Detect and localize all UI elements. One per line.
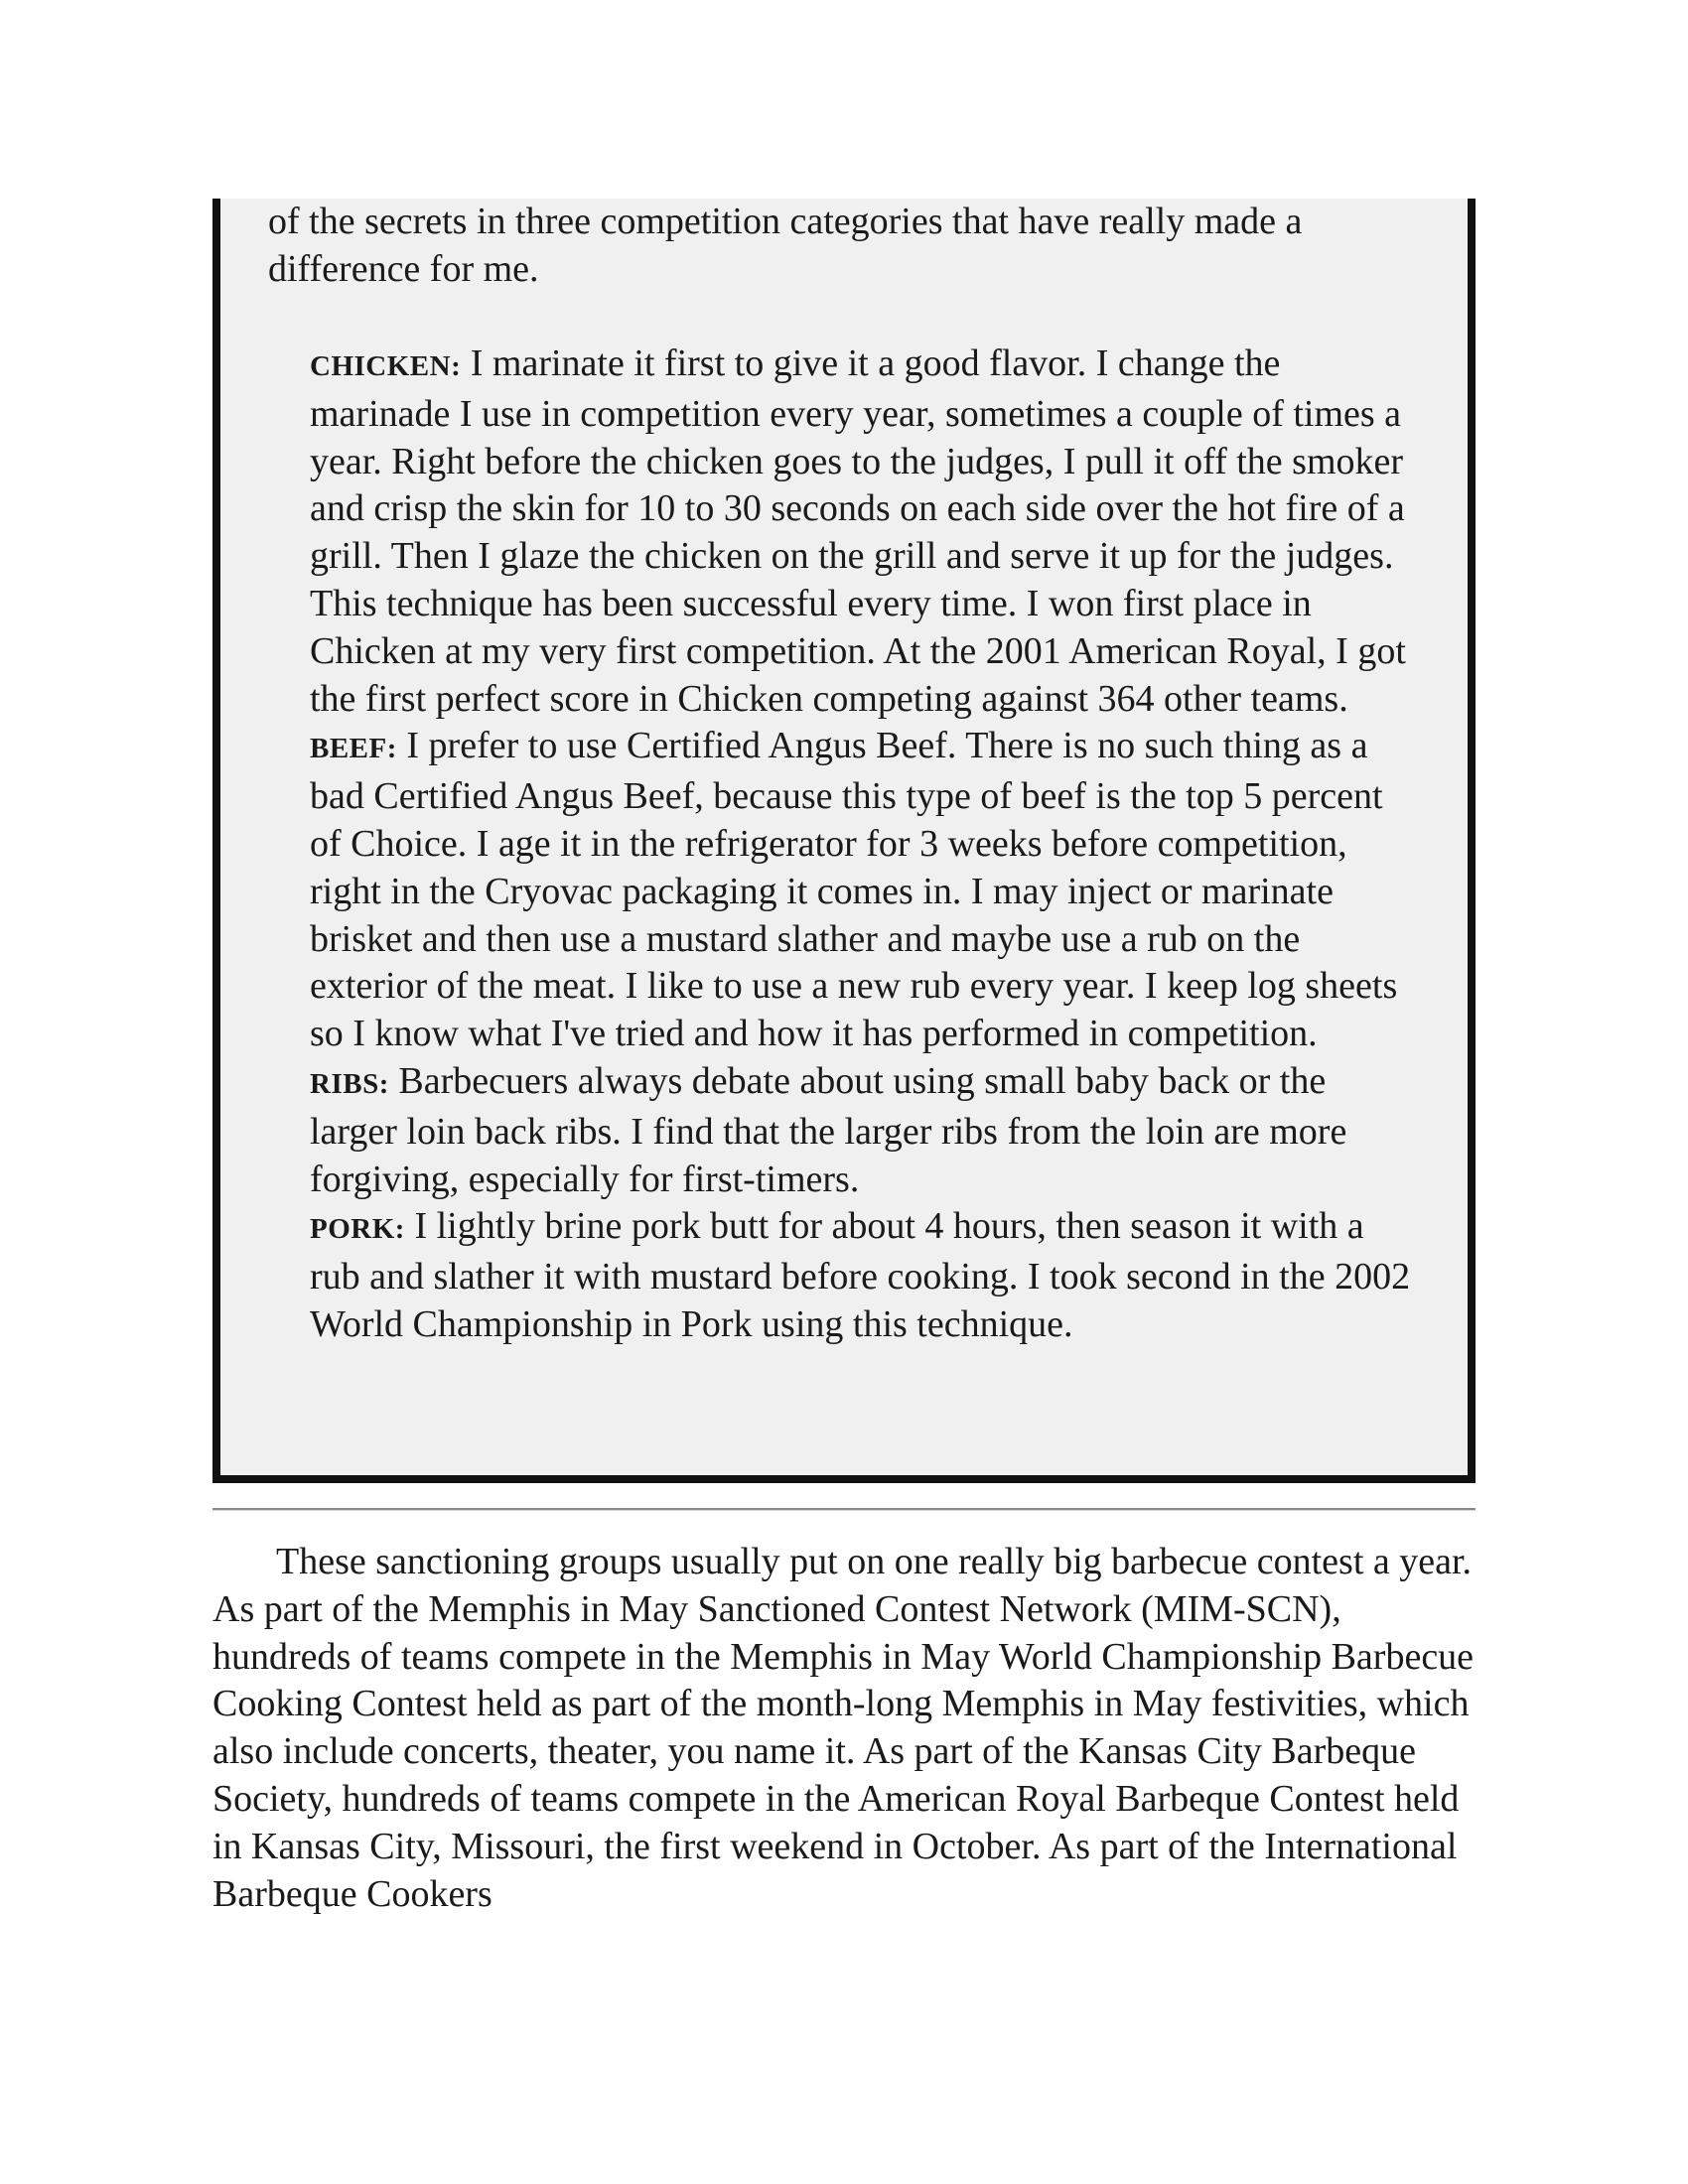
tip-text: I marinate it first to give it a good flavor. I change the marinade I use in competition every year, sometimes a couple of times a year. Right before the chicken goes to the judges, I pull it off the smoker and crisp the skin for 10 to 30 seconds on each side over the hot fire of a grill. Then I glaze the chicken on the grill and serve it up for the judges. This technique has been successful every time. I won first place in Chicken at my very first competition. At the 2001 American Royal, I got the first perfect score in Chicken competing against 364 other teams.: [310, 342, 1406, 720]
tip-chicken: [310, 341, 1412, 723]
tips-list: [310, 341, 1412, 1349]
section-divider: [212, 1508, 1476, 1511]
tip-pork: [310, 1203, 1412, 1348]
sidebar-box: [212, 199, 1476, 1483]
tip-text: Barbecuers always debate about using small baby back or the larger loin back ribs. I find that the larger ribs from the loin are more forgiving, especially for first-timers.: [310, 1059, 1347, 1200]
body-paragraph: These sanctioning groups usually put on one really big barbecue contest a year. As part of the Memphis in May Sanctioned Contest Network (MIM-SCN), hundreds of teams compete in the Memphis in May World Championship Barbecue Cooking Contest held as part of the month-long Memphis in May festivities, which also include concerts, theater, you name it. As part of the Kansas City Barbeque Society, hundreds of teams compete in the American Royal Barbeque Contest held in Kansas City, Missouri, the first weekend in October. As part of the International Barbeque Cookers: [212, 1541, 1475, 1915]
tip-ribs: [310, 1058, 1412, 1203]
tip-beef: [310, 723, 1412, 1058]
tip-label: CHICKEN:: [310, 350, 462, 382]
tip-label: PORK:: [310, 1213, 405, 1246]
tip-label: BEEF:: [310, 733, 397, 765]
tip-text: I prefer to use Certified Angus Beef. There is no such thing as a bad Certified Angus Beef, because this type of beef is the top 5 percent of Choice. I age it in the refrigerator for 3 weeks before competition, right in the Cryovac packaging it comes in. I may inject or marinate brisket and then use a mustard slather and maybe use a rub on the exterior of the meat. I like to use a new rub every year. I keep log sheets so I know what I've tried and how it has performed in competition.: [310, 725, 1398, 1055]
sidebar-intro-text: of the secrets in three competition categories that have really made a difference for me.: [268, 201, 1303, 290]
tip-text: I lightly brine pork butt for about 4 hours, then season it with a rub and slather it with mustard before cooking. I took second in the 2002 World Championship in Pork using this technique.: [310, 1205, 1411, 1345]
tip-label: RIBS:: [310, 1067, 389, 1100]
